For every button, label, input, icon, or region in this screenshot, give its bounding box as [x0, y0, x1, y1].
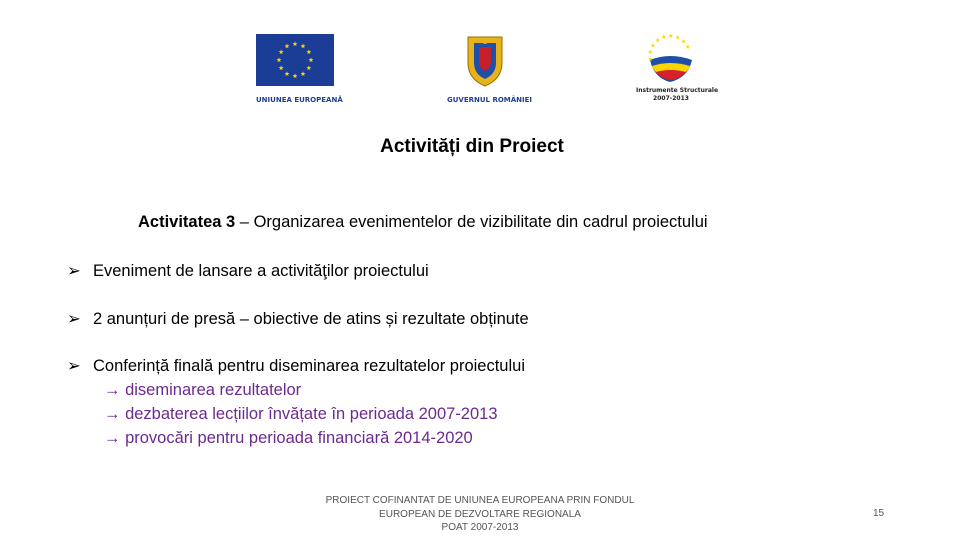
structural-instruments-caption	[636, 87, 719, 103]
structural-instruments-caption-line1: Instrumente Structurale	[636, 87, 719, 94]
arrowhead-right-icon: ➢	[67, 261, 81, 280]
eu-logo-caption: UNIUNEA EUROPEANĂ	[256, 96, 343, 104]
bullet-item	[67, 309, 529, 329]
sub-item: → provocări pentru perioada financiară 2014-2020	[104, 429, 473, 447]
activity-text: – Organizarea evenimentelor de vizibilitate din cadrul proiectului	[235, 213, 708, 231]
bullet-item	[67, 261, 429, 281]
footer-note	[310, 494, 650, 535]
page-number: 15	[873, 508, 885, 519]
romania-coat-of-arms-logo	[462, 33, 508, 88]
footer-line: PROIECT COFINANTAT DE UNIUNEA EUROPEANA PRIN FONDUL	[325, 495, 635, 506]
structural-instruments-icon	[642, 30, 698, 86]
sub-item: → diseminarea rezultatelor	[104, 381, 302, 399]
eu-flag-logo	[256, 34, 334, 86]
bullet-item	[67, 356, 525, 376]
bullet-text: 2 anunțuri de presă – obiective de atins și rezultate obținute	[93, 310, 529, 328]
arrowhead-right-icon: ➢	[67, 309, 81, 328]
bullet-text: Conferință finală pentru diseminarea rezultatelor proiectului	[93, 357, 525, 375]
activity-heading	[138, 213, 708, 232]
structural-instruments-logo	[642, 30, 698, 86]
sub-item: → dezbaterea lecțiilor învățate în perioada 2007-2013	[104, 405, 498, 423]
bullet-text: Eveniment de lansare a activităţilor proiectului	[93, 262, 429, 280]
structural-instruments-caption-line2: 2007-2013	[653, 95, 689, 102]
slide-title: Activități din Proiect	[380, 136, 564, 157]
romania-logo-caption: GUVERNUL ROMÂNIEI	[447, 96, 533, 104]
eu-stars-icon	[256, 34, 334, 86]
footer-line: POAT 2007-2013	[441, 522, 519, 533]
activity-label: Activitatea 3	[138, 213, 236, 231]
coat-of-arms-icon	[462, 33, 508, 88]
arrowhead-right-icon: ➢	[67, 356, 81, 375]
footer-line: EUROPEAN DE DEZVOLTARE REGIONALA	[379, 508, 581, 520]
